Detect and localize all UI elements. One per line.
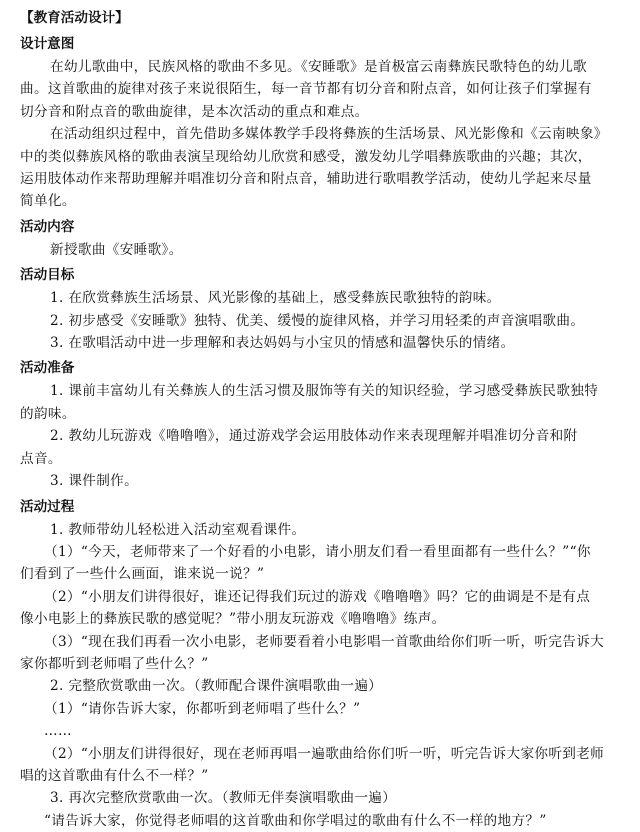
paragraph-line: 曲。这首歌曲的旋律对孩子来说很陌生，每一音节都有切分音和附点音，如何让孩子们掌握有 xyxy=(20,81,592,98)
process-line: 唱的这首歌曲有什么不一样？” xyxy=(20,767,209,784)
paragraph-line: 切分音和附点音的歌曲旋律，是本次活动的重点和难点。 xyxy=(20,103,369,120)
preparation-item: 3. 课件制作。 xyxy=(50,473,139,490)
process-line: 1. 教师带幼儿轻松进入活动室观看课件。 xyxy=(50,521,306,538)
design-intent-heading: 设计意图 xyxy=(20,36,75,52)
process-line: 家你都听到老师唱了些什么？” xyxy=(20,655,209,672)
process-line: 2. 完整欣赏歌曲一次。（教师配合课件演唱歌曲一遍） xyxy=(50,678,383,695)
preparation-item: 2. 教幼儿玩游戏《噜噜噜》，通过游戏学会运用肢体动作来表现理解并唱准切分音和附 xyxy=(50,428,578,445)
preparation-item: 的韵味。 xyxy=(20,405,76,422)
paragraph-line: 在活动组织过程中，首先借助多媒体教学手段将彝族的生活场景、风光影像和《云南映象》 xyxy=(50,126,608,143)
process-line: “请告诉大家，你觉得老师唱的这首歌曲和你学唱过的歌曲有什么不一样的地方？” xyxy=(44,812,547,829)
goal-item: 3. 在歌唱活动中进一步理解和表达妈妈与小宝贝的情感和温馨快乐的情绪。 xyxy=(50,335,515,352)
content-line: 新授歌曲《安睡歌》。 xyxy=(50,241,183,258)
process-line: （1）“请你告诉大家，你都听到老师唱了些什么？” xyxy=(44,700,361,717)
section-title: 【教育活动设计】 xyxy=(20,10,129,26)
process-line: （2）“小朋友们讲得很好，谁还记得我们玩过的游戏《噜噜噜》吗？它的曲调是不是有点 xyxy=(44,588,591,605)
process-line: （1）“今天，老师带来了一个好看的小电影，请小朋友们看一看里面都有一些什么？”“你 xyxy=(44,543,591,560)
preparation-item: 1. 课前丰富幼儿有关彝族人的生活习惯及服饰等有关的知识经验，学习感受彝族民歌独特 xyxy=(50,383,599,400)
process-line: （2）“小朋友们讲得很好，现在老师再唱一遍歌曲给你们听一听，听完告诉大家你听到老师 xyxy=(44,745,605,762)
paragraph-line: 中的类似彝族风格的歌曲表演呈现给幼儿欣赏和感受，激发幼儿学唱彝族歌曲的兴趣；其次， xyxy=(20,148,592,165)
process-heading: 活动过程 xyxy=(20,498,75,515)
preparation-item: 点音。 xyxy=(20,450,62,467)
process-line: …… xyxy=(44,723,72,740)
paragraph-line: 运用肢体动作来帮助理解并唱准切分音和附点音，辅助进行歌唱教学活动，使幼儿学起来尽量 xyxy=(20,171,592,188)
document-page xyxy=(20,6,624,832)
goal-item: 2. 初步感受《安睡歌》独特、优美、缓慢的旋律风格，并学习用轻柔的声音演唱歌曲。 xyxy=(50,312,585,329)
process-line: 3. 再次完整欣赏歌曲一次。（教师无伴奏演唱歌曲一遍） xyxy=(50,790,397,807)
process-line: 像小电影上的彝族民歌的感觉呢？”带小朋友玩游戏《噜噜噜》练声。 xyxy=(20,611,446,628)
content-heading: 活动内容 xyxy=(20,218,75,235)
paragraph-line: 在幼儿歌曲中，民族风格的歌曲不多见。《安睡歌》是首极富云南彝族民歌特色的幼儿歌 xyxy=(50,59,588,75)
paragraph-line: 简单化。 xyxy=(20,193,76,210)
preparation-heading: 活动准备 xyxy=(20,360,75,377)
process-line: （3）“现在我们再看一次小电影，老师要看着小电影唱一首歌曲给你们听一听，听完告诉大 xyxy=(44,633,605,650)
goal-item: 1. 在欣赏彝族生活场景、风光影像的基础上，感受彝族民歌独特的韵味。 xyxy=(50,290,501,307)
process-line: 们看到了一些什么画面，谁来说一说？” xyxy=(20,566,265,583)
goals-heading: 活动目标 xyxy=(20,267,75,284)
